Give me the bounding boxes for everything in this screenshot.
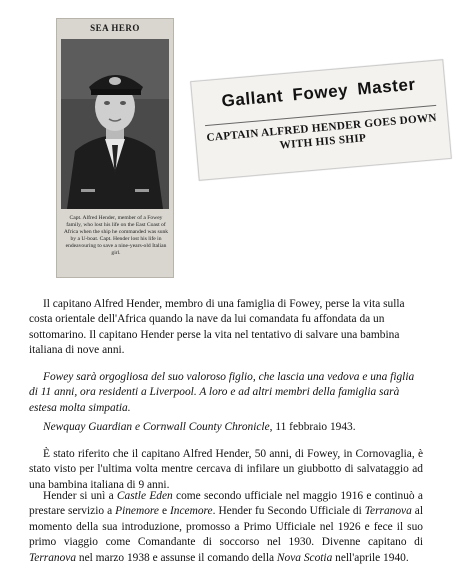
ship-name: Terranova	[29, 551, 77, 564]
career-text: e	[158, 505, 171, 518]
source-date: , 11 febbraio 1943.	[269, 421, 356, 433]
headline-subtitle: CAPTAIN ALFRED HENDER GOES DOWN WITH HIS SHIP	[206, 111, 438, 152]
career-text: . Hender fu Secondo Ufficiale di	[212, 505, 365, 518]
headline-title: Gallant Fowey Master	[220, 74, 417, 111]
photo-clipping	[56, 18, 174, 278]
headline-clipping	[190, 59, 452, 181]
career-text: Hender si unì a	[43, 490, 117, 502]
career-text: al momento della sua introduzione, promosso a Primo Ufficiale nel 1926 e fece il suo primo viaggio come Comandante di soccorso nel 1930. Divenne capitano di	[29, 505, 423, 549]
captain-portrait	[61, 39, 169, 209]
source-name: Newquay Guardian e Cornwall County Chronicle	[43, 421, 270, 433]
career-text: come secondo ufficiale nel maggio 1916 e continuò a prestare servizio a	[29, 490, 423, 518]
paragraph-career	[29, 489, 423, 566]
ship-name: Incemore	[170, 505, 213, 518]
ship-name: Terranova	[364, 505, 412, 518]
ship-name: Castle Eden	[116, 490, 173, 502]
photo-caption: Capt. Alfred Hender, member of a Fowey family, who lost his life on the East Coast of Africa when the ship he commanded was sunk by a U-boat. Capt. Hender lost his life in endeavouring to save a nine-years-old Italian girl.	[63, 215, 169, 256]
ship-name: Pinemore	[115, 505, 159, 518]
paragraph-source	[29, 420, 423, 435]
portrait-drawing	[61, 39, 169, 209]
paragraph-tribute: Fowey sarà orgogliosa del suo valoroso figlio, che lascia una vedova e una figlia di 11 anni, ora residenti a Liverpool. A loro e ad altri membri della famiglia sarà estesa molta simpatia.	[29, 371, 415, 414]
career-text: nel marzo 1938 e assunse il comando della	[76, 551, 277, 564]
ship-name: Nova Scotia	[276, 551, 333, 564]
career-text: nell'aprile 1940.	[332, 551, 409, 564]
paragraph-intro: Il capitano Alfred Hender, membro di una famiglia di Fowey, perse la vita sulla costa orientale dell'Africa quando la nave da lui comandata fu affondata da un sottomarino. Il capitano Hender perse la vita nel tentativo di salvare una bambina italiana di nove anni.	[29, 298, 405, 357]
photo-title: SEA HERO	[90, 23, 140, 33]
paragraph-report: È stato riferito che il capitano Alfred Hender, 50 anni, di Fowey, in Cornovaglia, è stato visto per l'ultima volta mentre cercava di infilare un giubbotto di salvataggio ad una bambina italiana di 9 anni.	[29, 448, 423, 491]
